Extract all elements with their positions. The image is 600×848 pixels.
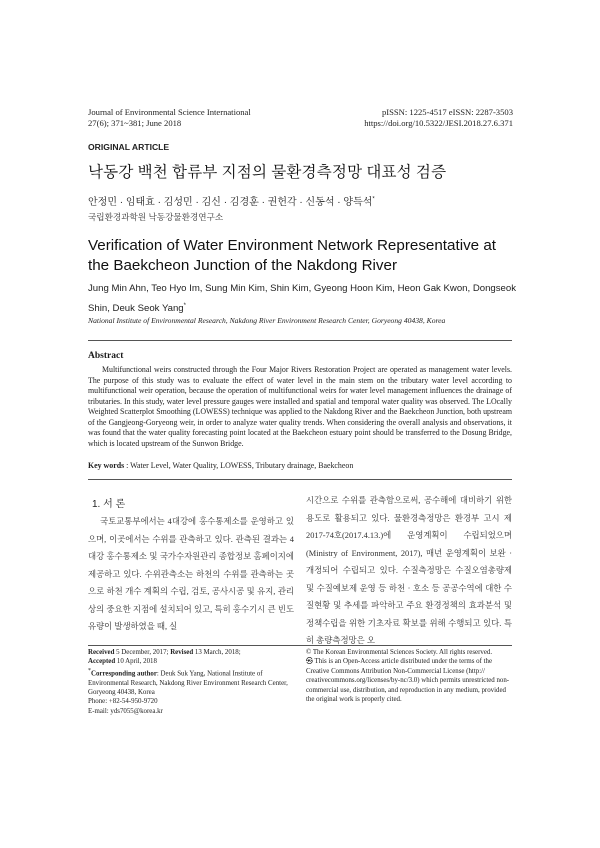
keywords-text: : Water Level, Water Quality, LOWESS, Tributary drainage, Baekcheon [124, 461, 354, 470]
intro-paragraph-right: 시간으로 수위를 관측함으로써, 공수해에 대비하기 위한 용도로 활용되고 있다. 물환경측정망은 환경부 고시 제2017-74호(2017.4.13.)에 운영계획이 수립되었으며(Ministry of Environment, 2017), 매년 운영계획이 보완 · 개정되어 수립되고 있다. 수질측정망은 수질오염총량제 및 수질예보제 운영 등 하천 · 호소 등 공공수역에 대한 수질현황 및 추세를 파악하고 주요 환경정책의 효과분석 및 정책수립을 위한 기초자료 확보를 위해 수행되고 있다. 특히 총량측정망은 오 [306, 496, 512, 645]
intro-paragraph-left: 국토교통부에서는 4대강에 홍수통제소를 운영하고 있으며, 이곳에서는 수위를 관측하고 있다. 관측된 결과는 4대강 홍수통제소 및 국가수자원관리 종합정보 홈페이지에 제공하고 있다. 수위관측소는 하천의 수위를 관측하는 곳으로 하천 개수 계획의 수립, 검토, 공사시공 및 유지, 관리상의 중요한 지점에 설치되어 있고, 특히 홍수기시 큰 빈도유량이 발생하였을 때, 실 [88, 517, 294, 631]
corresponding-mark-en: * [183, 302, 186, 309]
phone-line: Phone: +82-54-950-9720 [88, 698, 158, 706]
english-author-list: Jung Min Ahn, Teo Hyo Im, Sung Min Kim, Shin Kim, Gyeong Hoon Kim, Heon Gak Kwon, Dongseok Shin, Deuk Seok Yang [88, 283, 517, 314]
received-date: 5 December, 2017; [114, 649, 171, 656]
english-affiliation: National Institute of Environmental Research, Nakdong River Environment Research Center, Goryeong 40438, Korea [88, 316, 446, 325]
journal-header-left [88, 107, 251, 129]
english-authors [88, 280, 518, 317]
keywords-label: Key words [88, 461, 125, 470]
body-column-left [88, 513, 294, 636]
email-link[interactable]: E-mail: yds7055@korea.kr [88, 707, 163, 715]
journal-doi-link[interactable]: https://doi.org/10.5322/JESI.2018.27.6.371 [364, 118, 513, 128]
korean-author-list: 안정민 · 임태효 · 김성민 · 김신 · 김경훈 · 권헌각 · 신동석 · 양득석 [88, 197, 373, 208]
section-heading-introduction: 1. 서 론 [92, 499, 126, 510]
footnote-license [306, 648, 512, 704]
footnote-dates [88, 648, 292, 716]
korean-title: 낙동강 백천 합류부 지점의 물환경측정망 대표성 검증 [88, 164, 447, 181]
abstract-bottom-divider [88, 479, 512, 480]
revised-label: Revised [170, 649, 194, 656]
keywords [88, 461, 512, 470]
journal-volume: 27(6); 371~381; June 2018 [88, 118, 182, 128]
copyright-line: © The Korean Environmental Sciences Society. All rights reserved. [306, 649, 493, 656]
footnote-divider [88, 645, 512, 646]
corresponding-mark: * [372, 196, 375, 203]
journal-name: Journal of Environmental Science International [88, 107, 251, 117]
abstract-body [88, 365, 512, 449]
article-type: ORIGINAL ARTICLE [88, 142, 170, 152]
journal-issn: pISSN: 1225-4517 eISSN: 2287-3503 [381, 107, 513, 117]
korean-authors [88, 193, 375, 208]
accepted-line [88, 657, 292, 666]
abstract-heading: Abstract [88, 351, 124, 361]
revised-date: 13 March, 2018; [193, 649, 241, 656]
abstract-top-divider [88, 340, 512, 341]
corresponding-author-line: *Corresponding author: Deuk Suk Yang, National Institute of Environmental Research, Nakdong River Environment Research Center, Goryeong 40438, Korea [88, 667, 288, 696]
received-revised-line [88, 648, 292, 657]
korean-affiliation: 국립환경과학원 낙동강물환경연구소 [88, 212, 224, 222]
body-column-right [306, 492, 512, 650]
journal-header-right [364, 107, 513, 129]
license-text: ㉿ This is an Open-Access article distributed under the terms of the Creative Commons Attribution Non-Commercial License (http:// creativecommons.org/licenses/by-nc/3.0) which permits unrestricted non-commercial use, distribution, and reproduction in any medium, provided the original work is properly cited. [306, 658, 510, 704]
accepted-date: 10 April, 2018 [115, 658, 157, 666]
accepted-label: Accepted [88, 658, 116, 666]
corresponding-text: : Deuk Suk Yang, National Institute of Environmental Research, Nakdong River Environment Research Center, Goryeong 40438, Korea [88, 670, 288, 696]
received-label: Received [88, 649, 115, 656]
abstract-text: Multifunctional weirs constructed through the Four Major Rivers Restoration Project are operated as management water levels. The purpose of this study was to evaluate the effect of water level in the main stem on the tributary water level according to multifunctional weir operation, because the operation of multifunctional weirs for water level management influences the drainage of tributaries. In this study, water level pressure gauges were installed and spatial and temporal water quality was observed. The LOcally Weighted Scatterplot Smoothing (LOWESS) technique was applied to the Nakdong River and the Baekcheon Junction, both upstream of the Gangjeong-Goryeong weir, in order to analyze water quality trends. When considering the overall analysis and observations, it was found that the water quality forecasting point located at the Baekcheon estuary point should be transferred to the Dosung Bridge, which is located upstream of the Sunwon Bridge. [88, 365, 512, 448]
english-title: Verification of Water Environment Network Representative at the Baekcheon Junction of the Nakdong River [88, 237, 496, 274]
corresponding-label: Corresponding author [91, 670, 157, 678]
